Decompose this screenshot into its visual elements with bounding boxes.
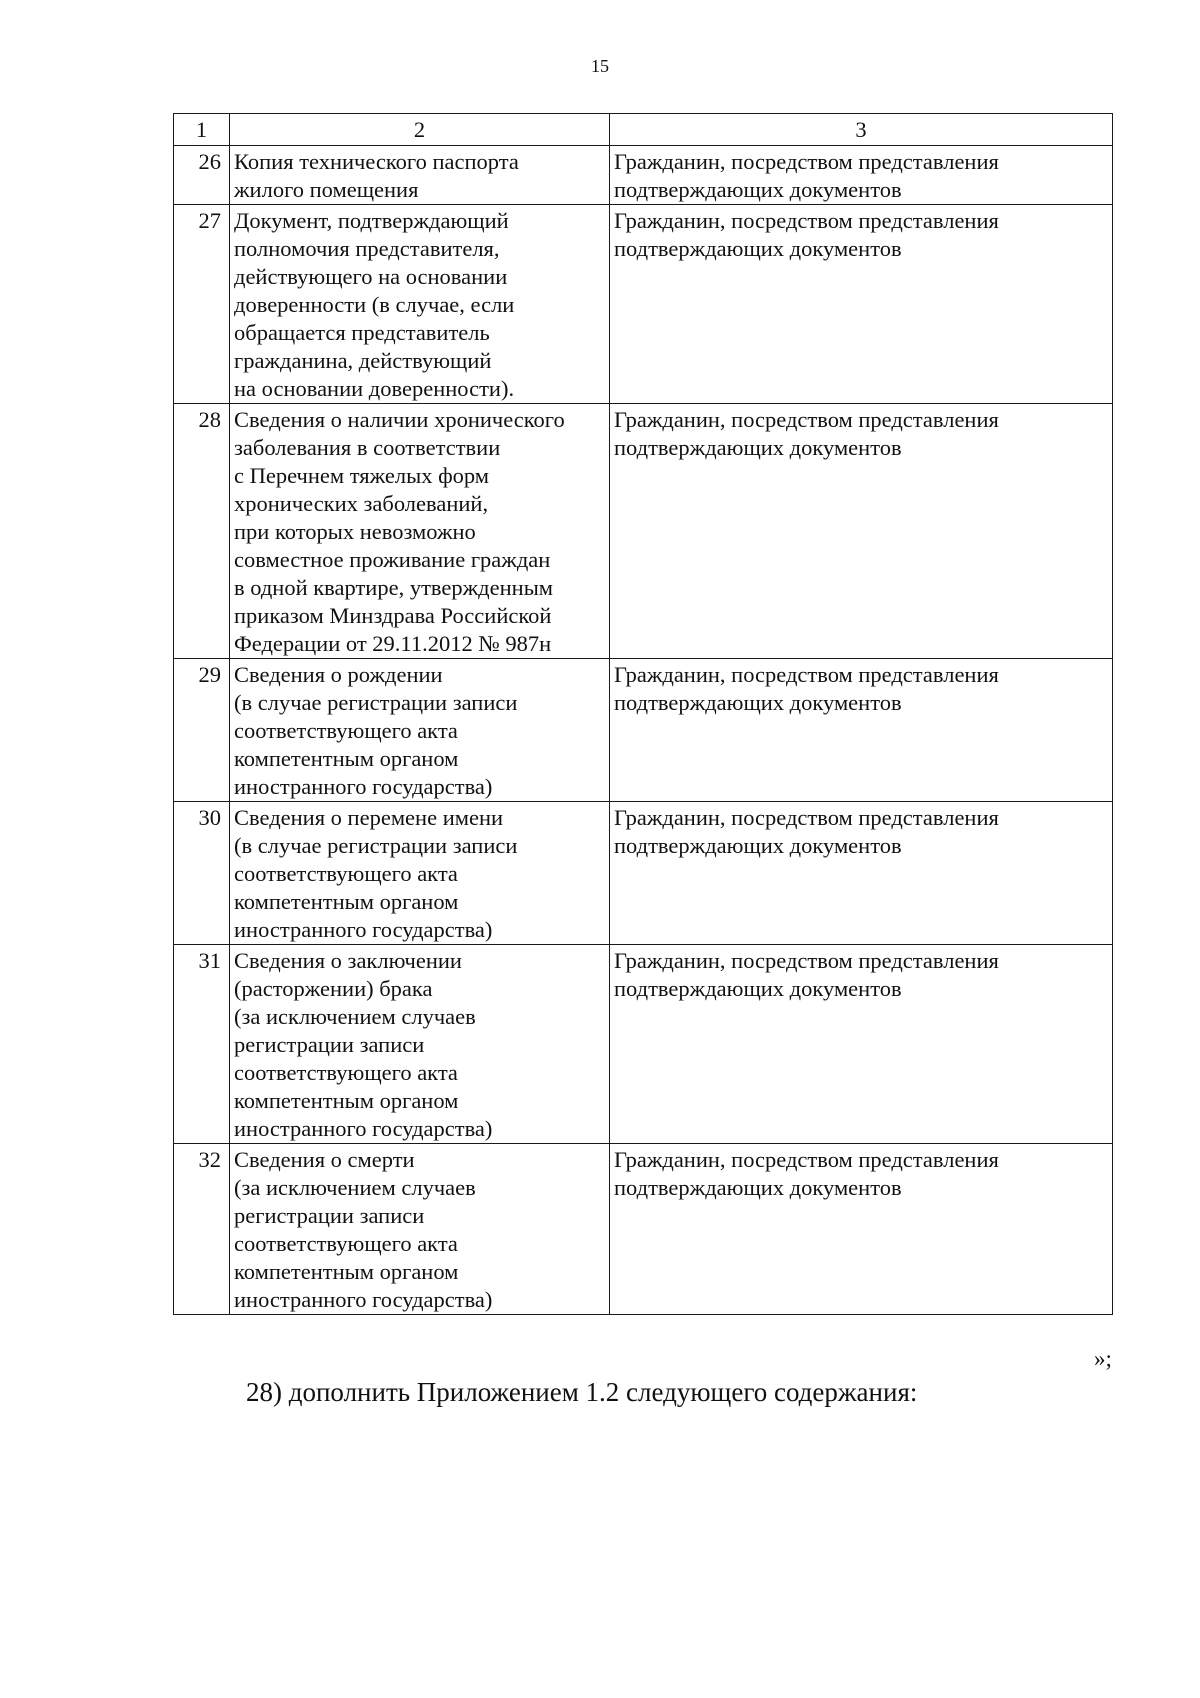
row-number: 32 <box>174 1144 230 1315</box>
column-header-description: 2 <box>230 114 610 146</box>
row-number: 27 <box>174 205 230 404</box>
column-header-source: 3 <box>610 114 1113 146</box>
document-source: Гражданин, посредством представления подтверждающих документов <box>610 404 1113 659</box>
amendment-paragraph: 28) дополнить Приложением 1.2 следующего содержания: <box>246 1377 918 1407</box>
document-source: Гражданин, посредством представления подтверждающих документов <box>610 945 1113 1144</box>
table-row <box>174 945 1113 1144</box>
table-row <box>174 404 1113 659</box>
document-description: Сведения о заключении (расторжении) брака (за исключением случаев регистрации записи соответствующего акта компетентным органом иностранного государства) <box>230 945 610 1144</box>
documents-table <box>173 113 1113 1315</box>
document-description: Сведения о наличии хронического заболевания в соответствии с Перечнем тяжелых форм хронических заболеваний, при которых невозможно совместное проживание граждан в одной квартире, утвержденным приказом Минздрава Российской Федерации от 29.11.2012 № 987н <box>230 404 610 659</box>
row-number: 28 <box>174 404 230 659</box>
document-source: Гражданин, посредством представления подтверждающих документов <box>610 659 1113 802</box>
document-description: Документ, подтверждающий полномочия представителя, действующего на основании доверенности (в случае, если обращается представитель гражданина, действующий на основании доверенности). <box>230 205 610 404</box>
table-row <box>174 659 1113 802</box>
document-source: Гражданин, посредством представления подтверждающих документов <box>610 802 1113 945</box>
document-description: Сведения о смерти (за исключением случаев регистрации записи соответствующего акта компетентным органом иностранного государства) <box>230 1144 610 1315</box>
page-number: 15 <box>591 56 609 76</box>
table-header-row <box>174 114 1113 146</box>
document-description: Сведения о перемене имени (в случае регистрации записи соответствующего акта компетентным органом иностранного государства) <box>230 802 610 945</box>
column-header-number: 1 <box>174 114 230 146</box>
row-number: 29 <box>174 659 230 802</box>
row-number: 26 <box>174 146 230 205</box>
document-source: Гражданин, посредством представления подтверждающих документов <box>610 146 1113 205</box>
document-source: Гражданин, посредством представления подтверждающих документов <box>610 1144 1113 1315</box>
closing-quote-mark: »; <box>1094 1346 1112 1371</box>
row-number: 30 <box>174 802 230 945</box>
table-row <box>174 1144 1113 1315</box>
document-description: Сведения о рождении (в случае регистрации записи соответствующего акта компетентным органом иностранного государства) <box>230 659 610 802</box>
document-description: Копия технического паспорта жилого помещения <box>230 146 610 205</box>
table-row <box>174 146 1113 205</box>
table-row <box>174 802 1113 945</box>
document-source: Гражданин, посредством представления подтверждающих документов <box>610 205 1113 404</box>
table-row <box>174 205 1113 404</box>
row-number: 31 <box>174 945 230 1144</box>
